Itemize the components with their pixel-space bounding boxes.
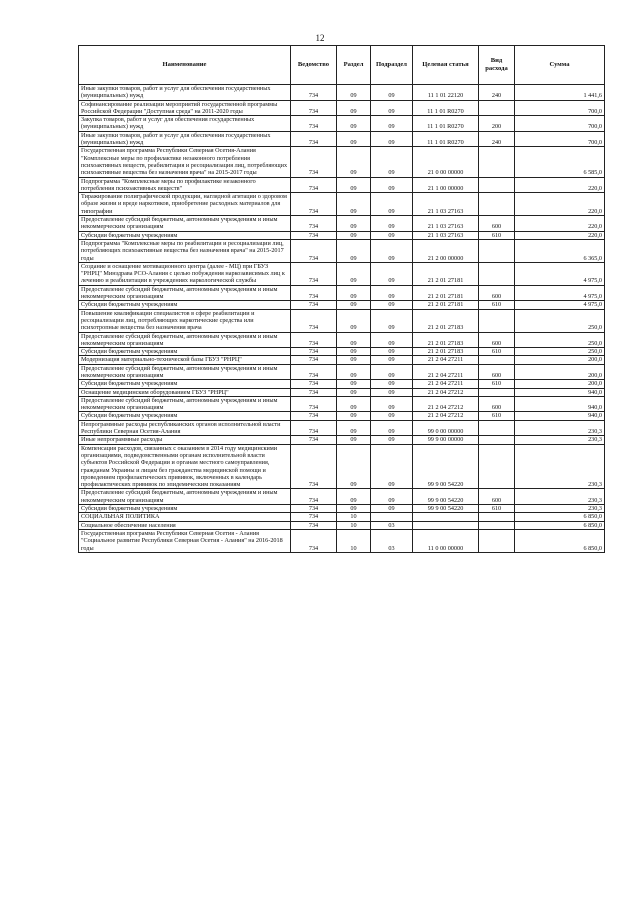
row-podrazdel-cell: 09	[371, 309, 413, 332]
row-vid-cell	[479, 521, 515, 529]
row-vedomstvo-cell: 734	[291, 513, 337, 521]
row-name-cell: Предоставление субсидий бюджетным, автономным учреждениям и иным некоммерческим организациям	[79, 216, 291, 232]
row-vid-cell: 600	[479, 364, 515, 380]
row-razdel-cell: 10	[337, 521, 371, 529]
row-razdel-cell: 09	[337, 380, 371, 388]
row-podrazdel-cell: 09	[371, 85, 413, 101]
row-podrazdel-cell: 09	[371, 301, 413, 309]
row-vid-cell	[479, 513, 515, 521]
row-razdel-cell: 09	[337, 420, 371, 436]
row-vid-cell	[479, 239, 515, 262]
header-vid: Вид расхода	[479, 46, 515, 85]
row-sum-cell: 6 585,0	[515, 147, 605, 177]
row-name-cell: Государственная программа Республики Северная Осетия-Алания "Комплексные меры по профилактике незаконного потребления психоактивных веществ, реабилитация и ресоциализация лиц, потребляющих психоактивные вещества без назначения врача" на 2015-2017 годы	[79, 147, 291, 177]
row-sum-cell: 250,0	[515, 309, 605, 332]
table-row	[79, 116, 605, 132]
table-row	[79, 332, 605, 348]
table-row	[79, 177, 605, 193]
row-target-cell: 99 0 00 00000	[413, 420, 479, 436]
row-vedomstvo-cell: 734	[291, 396, 337, 412]
row-sum-cell: 200,0	[515, 364, 605, 380]
row-sum-cell: 4 975,0	[515, 285, 605, 301]
table-row	[79, 380, 605, 388]
row-name-cell: Подпрограмма "Комплексные меры по реабилитации и ресоциализации лиц, потребляющих психоактивные вещества без назначения врача" на 2015-2017 годы	[79, 239, 291, 262]
row-target-cell: 21 2 01 27183	[413, 348, 479, 356]
row-name-cell: Закупка товаров, работ и услуг для обеспечения государственных (муниципальных) нужд	[79, 116, 291, 132]
row-vedomstvo-cell: 734	[291, 489, 337, 505]
row-name-cell: Субсидии бюджетным учреждениям	[79, 412, 291, 420]
row-podrazdel-cell: 09	[371, 177, 413, 193]
row-target-cell: 11 1 01 22120	[413, 85, 479, 101]
row-name-cell: Компенсация расходов, связанных с оказанием в 2014 году медицинскими организациями, подведомственными органам исполнительной власти субъектов Российской Федерации и органам местного самоуправления, гражданам Украины и лицам без гражданства медицинской помощи и проведением профилактических прививок, включенных в календарь профилактических прививок по эпидемическим показаниям	[79, 444, 291, 489]
row-vedomstvo-cell: 734	[291, 116, 337, 132]
table-row	[79, 216, 605, 232]
row-vedomstvo-cell: 734	[291, 131, 337, 147]
table-row	[79, 193, 605, 216]
row-podrazdel-cell: 09	[371, 444, 413, 489]
row-sum-cell: 220,0	[515, 193, 605, 216]
row-vid-cell: 240	[479, 131, 515, 147]
row-sum-cell: 230,3	[515, 436, 605, 444]
table-row	[79, 285, 605, 301]
row-name-cell: Оснащение медицинским оборудованием ГБУЗ "РНРЦ"	[79, 388, 291, 396]
row-vedomstvo-cell: 734	[291, 412, 337, 420]
row-razdel-cell: 10	[337, 513, 371, 521]
row-target-cell: 21 2 00 00000	[413, 239, 479, 262]
row-target-cell: 21 1 03 27163	[413, 216, 479, 232]
row-sum-cell: 220,0	[515, 231, 605, 239]
row-podrazdel-cell: 09	[371, 364, 413, 380]
row-podrazdel-cell: 09	[371, 262, 413, 285]
table-row	[79, 100, 605, 116]
table-row	[79, 489, 605, 505]
row-vedomstvo-cell: 734	[291, 380, 337, 388]
table-row	[79, 529, 605, 552]
row-name-cell: Государственная программа Республики Северная Осетия - Алания "Социальное развитие Республики Северная Осетия - Алания" на 2016-2018 годы	[79, 529, 291, 552]
header-target: Целевая статья	[413, 46, 479, 85]
row-name-cell: Субсидии бюджетным учреждениям	[79, 348, 291, 356]
row-razdel-cell: 09	[337, 309, 371, 332]
row-vid-cell	[479, 100, 515, 116]
row-name-cell: Софинансирование реализации мероприятий государственной программы Российской Федерации "Доступная среда" на 2011-2020 годы	[79, 100, 291, 116]
table-row	[79, 231, 605, 239]
row-sum-cell: 230,3	[515, 420, 605, 436]
row-vedomstvo-cell: 734	[291, 85, 337, 101]
row-name-cell: Предоставление субсидий бюджетным, автономным учреждениям и иным некоммерческим организациям	[79, 396, 291, 412]
row-target-cell: 99 9 00 54220	[413, 505, 479, 513]
row-sum-cell: 230,3	[515, 444, 605, 489]
row-podrazdel-cell: 09	[371, 239, 413, 262]
row-vid-cell: 600	[479, 285, 515, 301]
row-razdel-cell: 09	[337, 388, 371, 396]
row-target-cell: 21 2 01 27181	[413, 301, 479, 309]
row-vedomstvo-cell: 734	[291, 239, 337, 262]
row-podrazdel-cell	[371, 513, 413, 521]
page-number: 12	[315, 33, 325, 43]
row-target-cell: 21 2 04 27211	[413, 356, 479, 364]
table-row	[79, 388, 605, 396]
row-vid-cell: 600	[479, 332, 515, 348]
row-sum-cell: 4 975,0	[515, 301, 605, 309]
row-vid-cell	[479, 529, 515, 552]
row-sum-cell: 6 365,0	[515, 239, 605, 262]
row-sum-cell: 220,0	[515, 216, 605, 232]
header-vedomstvo: Ведомство	[291, 46, 337, 85]
row-podrazdel-cell: 09	[371, 436, 413, 444]
table-row	[79, 513, 605, 521]
row-target-cell: 21 0 00 00000	[413, 147, 479, 177]
row-sum-cell: 4 975,0	[515, 262, 605, 285]
table-row	[79, 356, 605, 364]
table-header-row	[79, 46, 605, 85]
row-podrazdel-cell: 09	[371, 116, 413, 132]
row-name-cell: Предоставление субсидий бюджетным, автономным учреждениям и иным некоммерческим организациям	[79, 285, 291, 301]
row-sum-cell: 200,0	[515, 356, 605, 364]
row-podrazdel-cell: 09	[371, 380, 413, 388]
row-razdel-cell: 09	[337, 216, 371, 232]
row-razdel-cell: 09	[337, 348, 371, 356]
row-podrazdel-cell: 09	[371, 147, 413, 177]
table-row	[79, 505, 605, 513]
row-podrazdel-cell: 09	[371, 412, 413, 420]
row-vedomstvo-cell: 734	[291, 364, 337, 380]
row-vid-cell	[479, 177, 515, 193]
row-podrazdel-cell: 03	[371, 529, 413, 552]
row-target-cell: 21 2 04 27211	[413, 380, 479, 388]
row-vid-cell: 600	[479, 396, 515, 412]
row-name-cell: Предоставление субсидий бюджетным, автономным учреждениям и иным некоммерческим организациям	[79, 489, 291, 505]
header-sum: Сумма	[515, 46, 605, 85]
row-vedomstvo-cell: 734	[291, 309, 337, 332]
row-vid-cell	[479, 420, 515, 436]
row-razdel-cell: 09	[337, 131, 371, 147]
table-row	[79, 309, 605, 332]
row-podrazdel-cell: 09	[371, 489, 413, 505]
row-target-cell: 21 2 01 27183	[413, 309, 479, 332]
table-row	[79, 364, 605, 380]
row-vedomstvo-cell: 734	[291, 420, 337, 436]
row-sum-cell: 220,0	[515, 177, 605, 193]
row-podrazdel-cell: 09	[371, 332, 413, 348]
row-sum-cell: 1 441,6	[515, 85, 605, 101]
row-vid-cell: 610	[479, 505, 515, 513]
row-sum-cell: 6 850,0	[515, 529, 605, 552]
row-target-cell: 21 2 01 27181	[413, 285, 479, 301]
row-vedomstvo-cell: 734	[291, 356, 337, 364]
row-sum-cell: 940,0	[515, 388, 605, 396]
row-razdel-cell: 09	[337, 147, 371, 177]
row-target-cell: 21 1 03 27163	[413, 193, 479, 216]
row-razdel-cell: 09	[337, 444, 371, 489]
row-target-cell: 11 1 01 R0270	[413, 100, 479, 116]
table-row	[79, 412, 605, 420]
row-target-cell: 99 9 00 54220	[413, 444, 479, 489]
row-vedomstvo-cell: 734	[291, 231, 337, 239]
row-vedomstvo-cell: 734	[291, 216, 337, 232]
row-target-cell: 21 2 04 27212	[413, 388, 479, 396]
row-name-cell: Непрограммные расходы республиканских органов исполнительной власти Республики Северная Осетия-Алания	[79, 420, 291, 436]
row-vedomstvo-cell: 734	[291, 301, 337, 309]
row-vid-cell	[479, 193, 515, 216]
row-sum-cell: 200,0	[515, 380, 605, 388]
row-vedomstvo-cell: 734	[291, 348, 337, 356]
row-target-cell: 21 1 03 27163	[413, 231, 479, 239]
row-razdel-cell: 09	[337, 177, 371, 193]
row-vid-cell	[479, 436, 515, 444]
row-target-cell	[413, 521, 479, 529]
row-target-cell: 21 1 00 00000	[413, 177, 479, 193]
row-target-cell: 11 1 01 R0270	[413, 116, 479, 132]
row-podrazdel-cell: 09	[371, 396, 413, 412]
row-sum-cell: 6 850,0	[515, 521, 605, 529]
table-row	[79, 420, 605, 436]
row-sum-cell: 940,0	[515, 396, 605, 412]
header-name: Наименование	[79, 46, 291, 85]
table-row	[79, 239, 605, 262]
row-name-cell: Предоставление субсидий бюджетным, автономным учреждениям и иным некоммерческим организациям	[79, 332, 291, 348]
row-razdel-cell: 09	[337, 285, 371, 301]
table-row	[79, 147, 605, 177]
table-row	[79, 396, 605, 412]
row-name-cell: Социальное обеспечение населения	[79, 521, 291, 529]
row-podrazdel-cell: 09	[371, 131, 413, 147]
row-vid-cell	[479, 147, 515, 177]
row-vid-cell: 200	[479, 116, 515, 132]
row-vid-cell: 240	[479, 85, 515, 101]
row-target-cell: 21 2 04 27212	[413, 396, 479, 412]
row-podrazdel-cell: 09	[371, 285, 413, 301]
row-vid-cell: 610	[479, 301, 515, 309]
row-sum-cell: 230,3	[515, 489, 605, 505]
row-vid-cell	[479, 356, 515, 364]
row-name-cell: Иные непрограммные расходы	[79, 436, 291, 444]
row-podrazdel-cell: 09	[371, 388, 413, 396]
row-sum-cell: 700,0	[515, 116, 605, 132]
row-razdel-cell: 09	[337, 356, 371, 364]
row-vedomstvo-cell: 734	[291, 388, 337, 396]
row-razdel-cell: 09	[337, 489, 371, 505]
row-razdel-cell: 09	[337, 262, 371, 285]
row-vedomstvo-cell: 734	[291, 444, 337, 489]
row-target-cell: 21 2 04 27212	[413, 412, 479, 420]
row-razdel-cell: 09	[337, 436, 371, 444]
row-target-cell: 21 2 01 27183	[413, 332, 479, 348]
row-razdel-cell: 09	[337, 85, 371, 101]
row-razdel-cell: 09	[337, 116, 371, 132]
table-row	[79, 131, 605, 147]
row-razdel-cell: 09	[337, 239, 371, 262]
row-vedomstvo-cell: 734	[291, 177, 337, 193]
row-vedomstvo-cell: 734	[291, 193, 337, 216]
row-podrazdel-cell: 09	[371, 231, 413, 239]
row-target-cell: 11 1 01 R0270	[413, 131, 479, 147]
row-vedomstvo-cell: 734	[291, 100, 337, 116]
row-razdel-cell: 09	[337, 332, 371, 348]
row-sum-cell: 700,0	[515, 100, 605, 116]
row-vedomstvo-cell: 734	[291, 521, 337, 529]
row-name-cell: Субсидии бюджетным учреждениям	[79, 301, 291, 309]
row-sum-cell: 940,0	[515, 412, 605, 420]
row-name-cell: Субсидии бюджетным учреждениям	[79, 231, 291, 239]
row-name-cell: Тиражирование полиграфической продукции, наглядной агитации о здоровом образе жизни и вреде наркотиков, приобретение расходных материалов для типографии	[79, 193, 291, 216]
row-name-cell: СОЦИАЛЬНАЯ ПОЛИТИКА	[79, 513, 291, 521]
row-vedomstvo-cell: 734	[291, 436, 337, 444]
row-name-cell: Иные закупки товаров, работ и услуг для обеспечения государственных (муниципальных) нужд	[79, 85, 291, 101]
row-podrazdel-cell: 09	[371, 193, 413, 216]
row-name-cell: Модернизация материально-технической базы ГБУЗ "РНРЦ"	[79, 356, 291, 364]
table-row	[79, 85, 605, 101]
row-vid-cell	[479, 309, 515, 332]
row-vid-cell	[479, 262, 515, 285]
row-razdel-cell: 10	[337, 529, 371, 552]
row-vid-cell	[479, 444, 515, 489]
row-podrazdel-cell: 03	[371, 521, 413, 529]
table-row	[79, 262, 605, 285]
row-podrazdel-cell: 09	[371, 100, 413, 116]
row-razdel-cell: 09	[337, 301, 371, 309]
row-target-cell: 99 9 00 54220	[413, 489, 479, 505]
row-podrazdel-cell: 09	[371, 420, 413, 436]
row-name-cell: Иные закупки товаров, работ и услуг для обеспечения государственных (муниципальных) нужд	[79, 131, 291, 147]
table-row	[79, 436, 605, 444]
row-name-cell: Предоставление субсидий бюджетным, автономным учреждениям и иным некоммерческим организациям	[79, 364, 291, 380]
row-razdel-cell: 09	[337, 396, 371, 412]
row-sum-cell: 250,0	[515, 332, 605, 348]
table-row	[79, 444, 605, 489]
row-vedomstvo-cell: 734	[291, 529, 337, 552]
row-vid-cell: 610	[479, 231, 515, 239]
row-razdel-cell: 09	[337, 231, 371, 239]
row-sum-cell: 700,0	[515, 131, 605, 147]
row-podrazdel-cell: 09	[371, 216, 413, 232]
row-vid-cell: 610	[479, 380, 515, 388]
row-vedomstvo-cell: 734	[291, 285, 337, 301]
row-vid-cell: 600	[479, 489, 515, 505]
row-vid-cell: 610	[479, 348, 515, 356]
table-row	[79, 521, 605, 529]
row-razdel-cell: 09	[337, 505, 371, 513]
row-vid-cell: 610	[479, 412, 515, 420]
table-row	[79, 301, 605, 309]
row-podrazdel-cell: 09	[371, 505, 413, 513]
row-vid-cell: 600	[479, 216, 515, 232]
row-razdel-cell: 09	[337, 193, 371, 216]
row-razdel-cell: 09	[337, 412, 371, 420]
row-vedomstvo-cell: 734	[291, 505, 337, 513]
row-sum-cell: 230,3	[515, 505, 605, 513]
row-target-cell: 11 0 00 00000	[413, 529, 479, 552]
row-name-cell: Создание и оснащение мотивационного центра (далее - МЦ) при ГБУЗ "РНРЦ" Минздрава РСО-Алания с целью побуждения наркозависимых лиц к лечению и реабилитации в учреждениях наркологической службы	[79, 262, 291, 285]
row-podrazdel-cell: 09	[371, 348, 413, 356]
row-target-cell: 21 2 01 27181	[413, 262, 479, 285]
row-target-cell: 99 9 00 00000	[413, 436, 479, 444]
row-vid-cell	[479, 388, 515, 396]
row-name-cell: Повышение квалификации специалистов в сфере реабилитации и ресоциализации лиц, потребляющих наркотические средства или психотропные вещества без назначения врача	[79, 309, 291, 332]
row-target-cell: 21 2 04 27211	[413, 364, 479, 380]
row-name-cell: Субсидии бюджетным учреждениям	[79, 380, 291, 388]
row-razdel-cell: 09	[337, 100, 371, 116]
table-row	[79, 348, 605, 356]
row-vedomstvo-cell: 734	[291, 332, 337, 348]
row-vedomstvo-cell: 734	[291, 147, 337, 177]
row-razdel-cell: 09	[337, 364, 371, 380]
row-sum-cell: 6 850,0	[515, 513, 605, 521]
row-vedomstvo-cell: 734	[291, 262, 337, 285]
row-podrazdel-cell: 09	[371, 356, 413, 364]
budget-table	[78, 45, 605, 553]
row-name-cell: Подпрограмма "Комплексные меры по профилактике незаконного потребления психоактивных веществ"	[79, 177, 291, 193]
row-target-cell	[413, 513, 479, 521]
row-sum-cell: 250,0	[515, 348, 605, 356]
header-podrazdel: Подраздел	[371, 46, 413, 85]
row-name-cell: Субсидии бюджетным учреждениям	[79, 505, 291, 513]
header-razdel: Раздел	[337, 46, 371, 85]
